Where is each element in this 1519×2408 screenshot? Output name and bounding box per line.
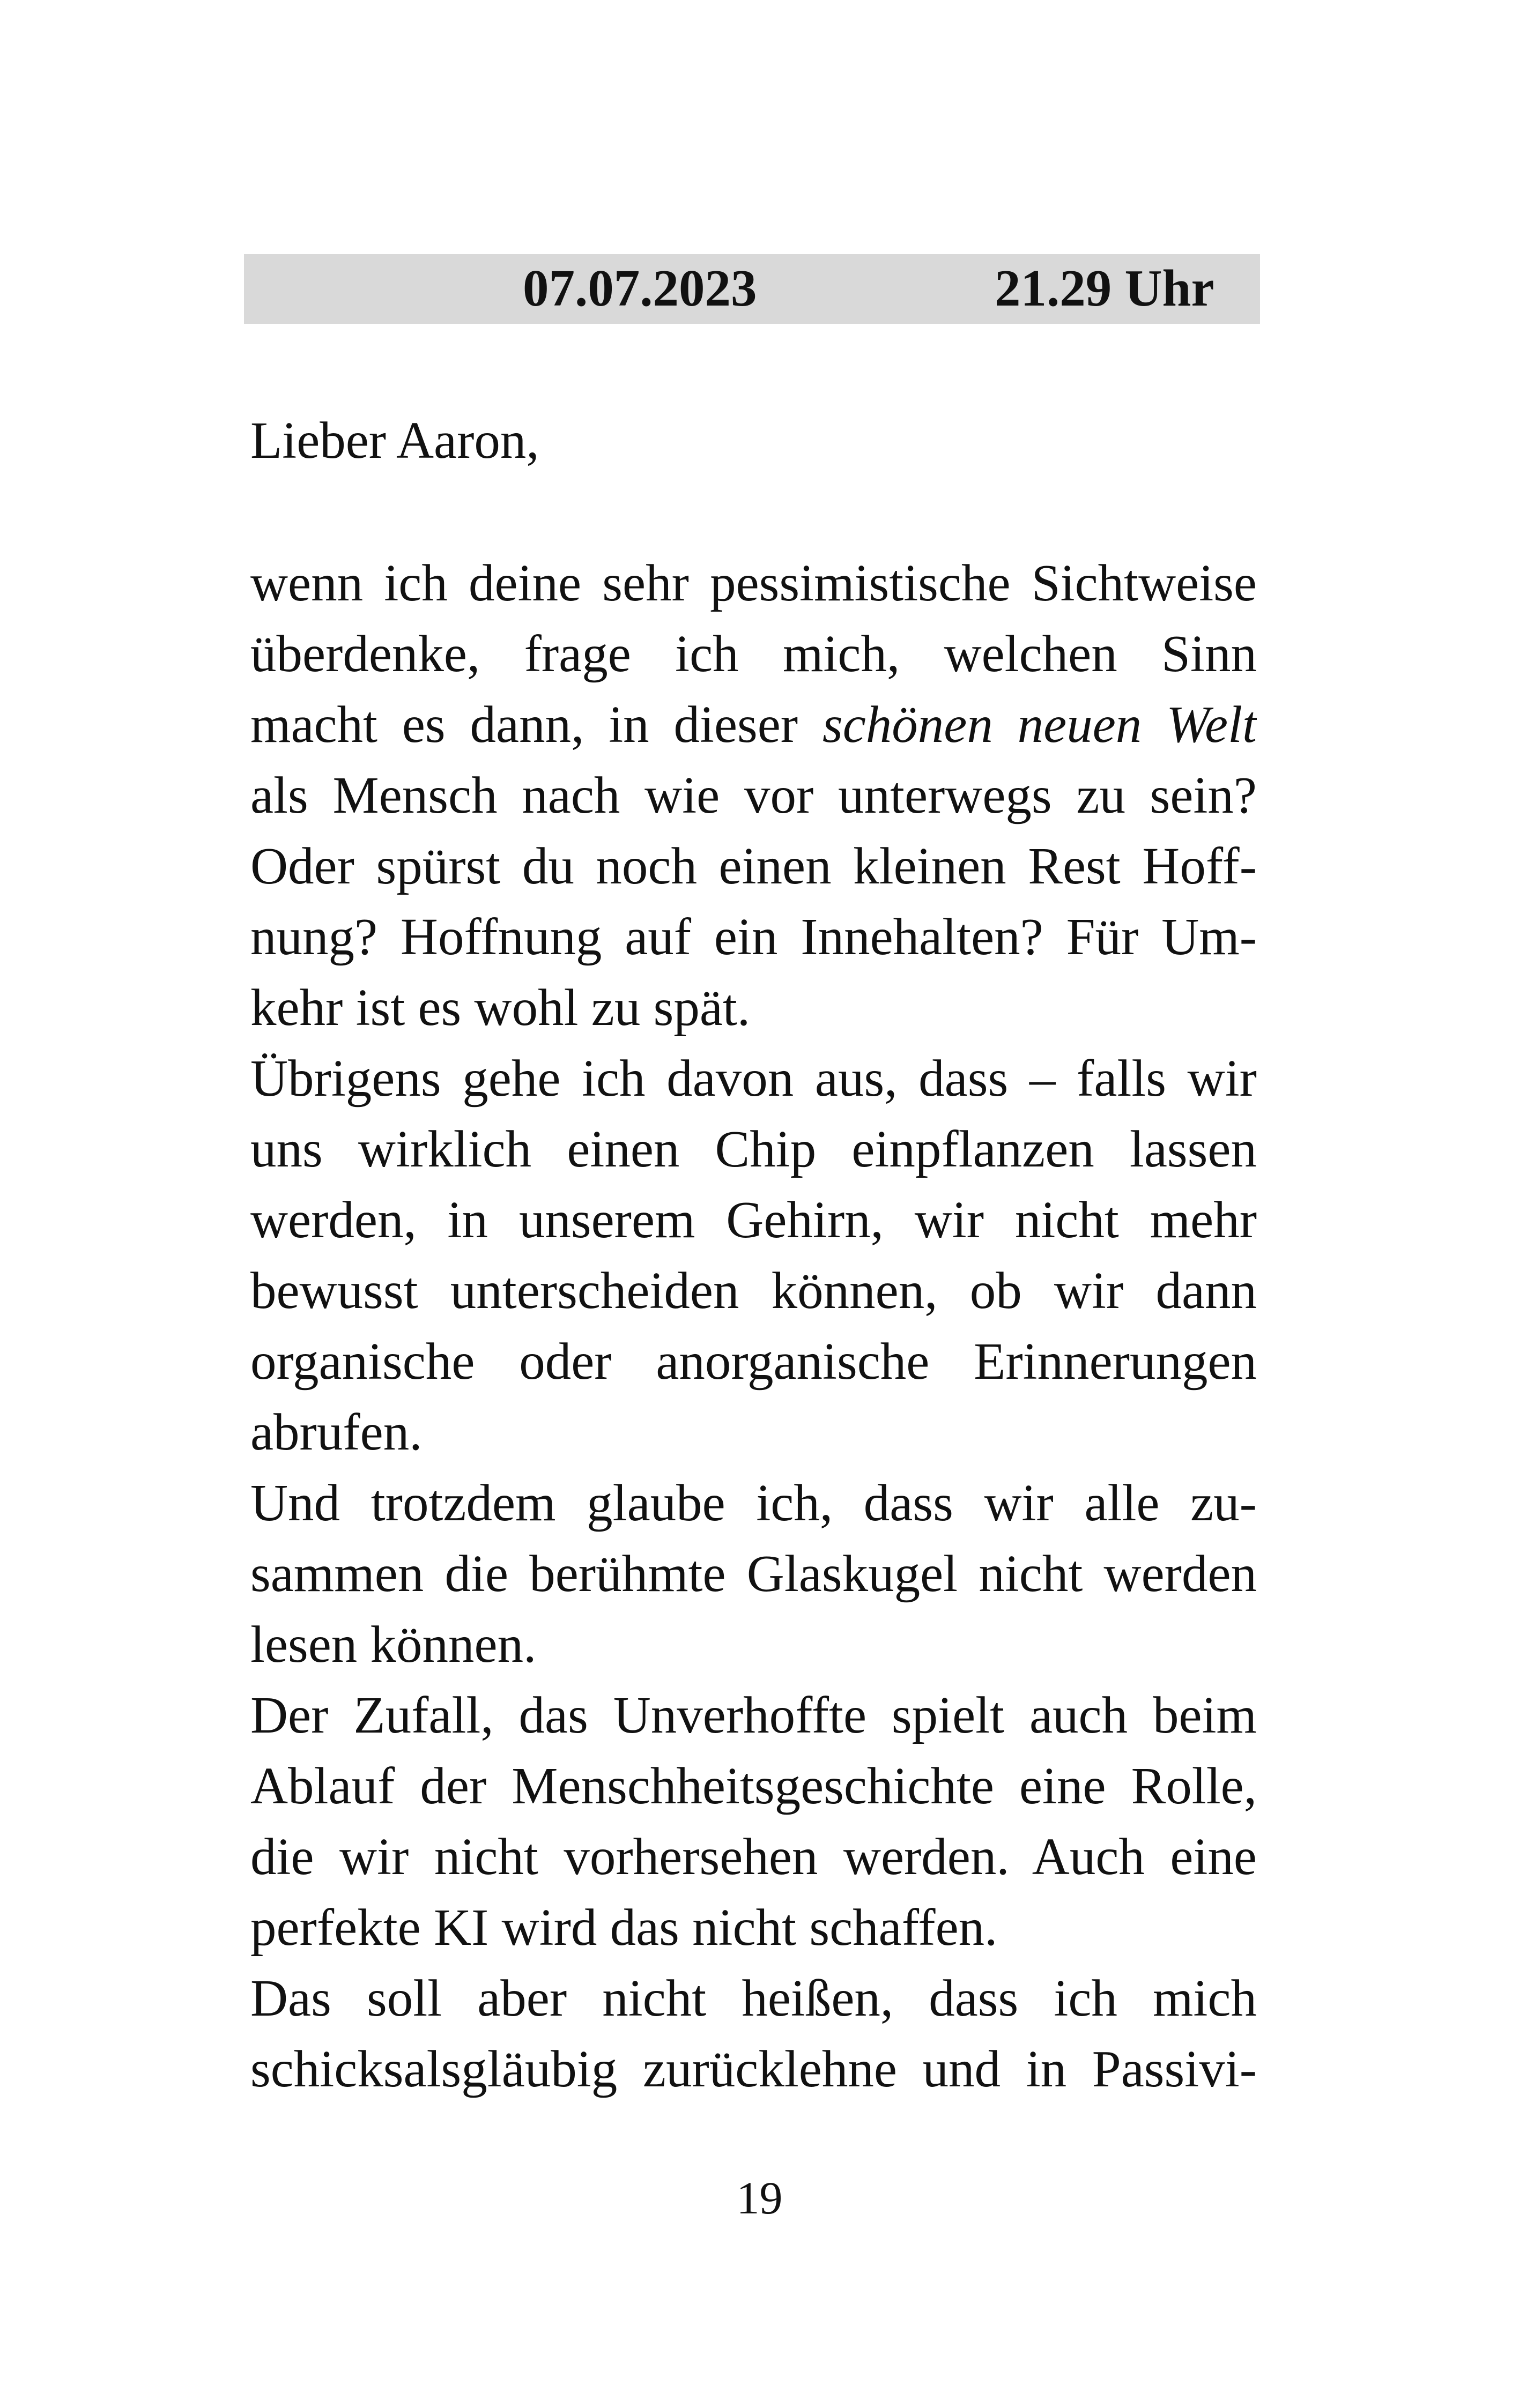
- text-line: bewusst unterscheiden können, ob wir dann: [250, 1262, 1257, 1319]
- text-line: als Mensch nach wie vor unterwegs zu sein?: [250, 767, 1257, 824]
- salutation: Lieber Aaron,: [250, 412, 539, 469]
- text-line: die wir nicht vorhersehen werden. Auch eine: [250, 1828, 1257, 1885]
- text-line: sammen die berühmte Glaskugel nicht werden: [250, 1545, 1257, 1602]
- text-line: perfekte KI wird das nicht schaffen.: [250, 1899, 998, 1956]
- letter-body: [250, 548, 1257, 2105]
- text-line: nung? Hoffnung auf ein Innehalten? Für Um-: [250, 908, 1257, 965]
- text-line: uns wirklich einen Chip einpflanzen lassen: [250, 1120, 1257, 1178]
- text-line: Ablauf der Menschheitsgeschichte eine Rolle,: [250, 1757, 1257, 1815]
- text-line: Das soll aber nicht heißen, dass ich mich: [250, 1969, 1257, 2027]
- text-line: organische oder anorganische Erinnerungen: [250, 1333, 1257, 1390]
- text-line: werden, in unserem Gehirn, wir nicht mehr: [250, 1191, 1257, 1248]
- text-line: [250, 689, 1257, 760]
- text-line: schicksalsgläubig zurücklehne und in Passivi-: [250, 2040, 1257, 2098]
- text-line: lesen können.: [250, 1616, 537, 1673]
- page-number: 19: [736, 2172, 783, 2224]
- text-line: Übrigens gehe ich davon aus, dass – falls wir: [250, 1050, 1257, 1107]
- text-line: Oder spürst du noch einen kleinen Rest Hoff-: [250, 837, 1257, 895]
- text-line: überdenke, frage ich mich, welchen Sinn: [250, 625, 1257, 682]
- text-line: Und trotzdem glaube ich, dass wir alle zu-: [250, 1474, 1257, 1532]
- italic-phrase: schönen neuen Welt: [822, 696, 1257, 753]
- text-line: kehr ist es wohl zu spät.: [250, 979, 751, 1036]
- text-line: Der Zufall, das Unverhoffte spielt auch beim: [250, 1686, 1257, 1744]
- text-segment: macht es dann, in dieser: [250, 696, 823, 753]
- text-line: abrufen.: [250, 1403, 423, 1461]
- text-line: wenn ich deine sehr pessimistische Sichtweise: [250, 554, 1257, 612]
- entry-time: 21.29 Uhr: [995, 259, 1214, 317]
- entry-date: 07.07.2023: [523, 259, 757, 317]
